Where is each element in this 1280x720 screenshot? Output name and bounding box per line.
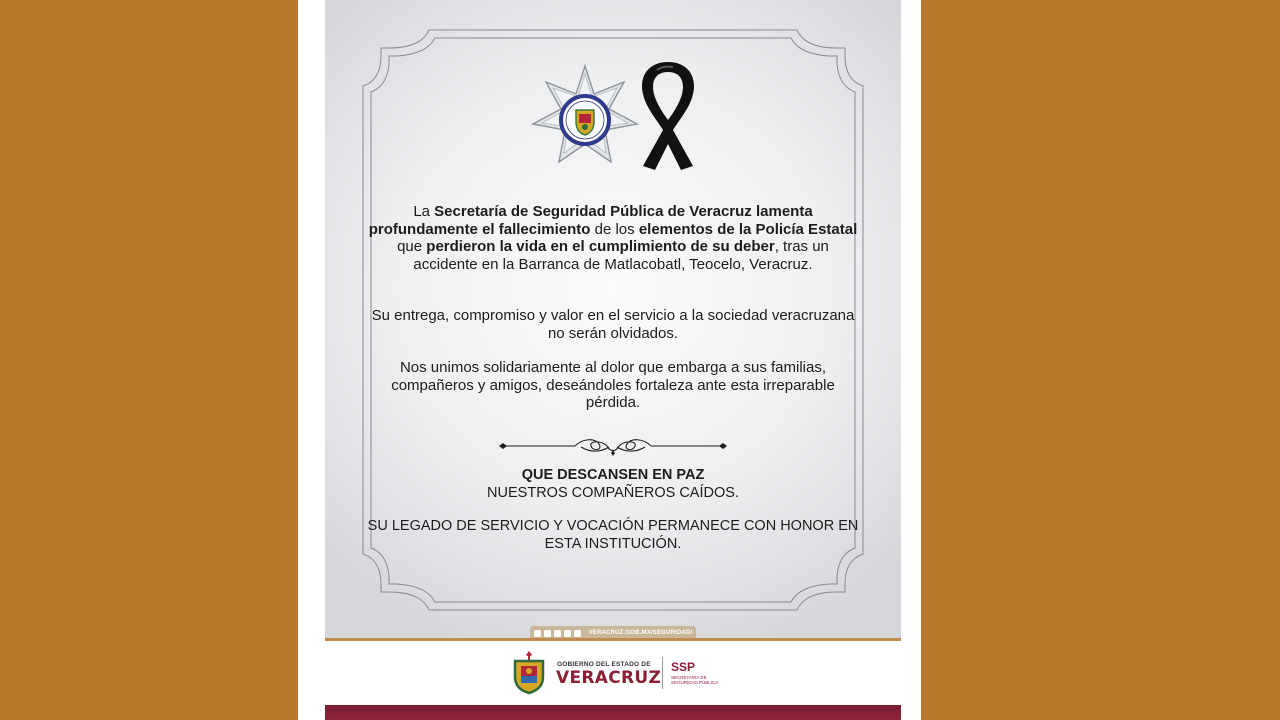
rest-in-peace-text [365, 467, 861, 502]
veracruz-wordmark: VERACRUZ [556, 668, 662, 688]
facebook-icon[interactable] [534, 630, 541, 637]
condolence-paragraph-3: Nos unimos solidariamente al dolor que embarga a sus familias, compañeros y amigos, deseándoles fortaleza ante esta irreparable pérdida. [391, 359, 835, 411]
maroon-footer-band [325, 705, 901, 720]
police-star-badge-icon [531, 64, 639, 170]
instagram-icon[interactable] [554, 630, 561, 637]
p1-segment-5: perdieron la vida en el cumplimiento de su deber [426, 238, 775, 255]
ssp-wordmark: SSP [671, 660, 696, 674]
website-link[interactable]: VERACRUZ.GOB.MX/SEGURIDAD/ [588, 630, 693, 636]
condolence-paragraph-2: Su entrega, compromiso y valor en el servicio a la sociedad veracruzana no serán olvidados. [371, 307, 855, 342]
p1-segment-2: de los [590, 220, 639, 238]
threads-icon[interactable] [564, 630, 571, 637]
mourning-ribbon-icon [633, 58, 703, 172]
government-line: GOBIERNO DEL ESTADO DE [557, 661, 651, 668]
youtube-icon[interactable] [574, 630, 581, 637]
logo-separator [662, 657, 663, 689]
veracruz-coat-of-arms-icon [511, 649, 547, 695]
legacy-text: SU LEGADO DE SERVICIO Y VOCACIÓN PERMANECE CON HONOR EN ESTA INSTITUCIÓN. [367, 518, 859, 552]
footer-logos [325, 641, 901, 705]
p1-segment-6: , tras un accidente en la Barranca de Matlacobatl, Teocelo, Veracruz. [413, 238, 829, 273]
rest-in-peace-subline: NUESTROS COMPAÑEROS CAÍDOS. [487, 484, 739, 501]
ssp-subtitle: SECRETARÍA DE SEGURIDAD PÚBLICA [671, 675, 719, 685]
twitter-icon[interactable] [544, 630, 551, 637]
condolence-card [325, 0, 901, 640]
p1-segment-3: elementos de la Policía Estatal [638, 220, 858, 238]
rest-in-peace-heading: QUE DESCANSEN EN PAZ [521, 467, 705, 483]
p1-segment-0: La [413, 203, 435, 220]
ornamental-divider [497, 434, 729, 458]
condolence-paragraph-1 [365, 203, 861, 273]
p1-segment-1: Secretaría de Seguridad Pública de Veracruz lamenta profundamente el fallecimiento [368, 203, 813, 238]
p1-segment-4: que [397, 238, 427, 255]
